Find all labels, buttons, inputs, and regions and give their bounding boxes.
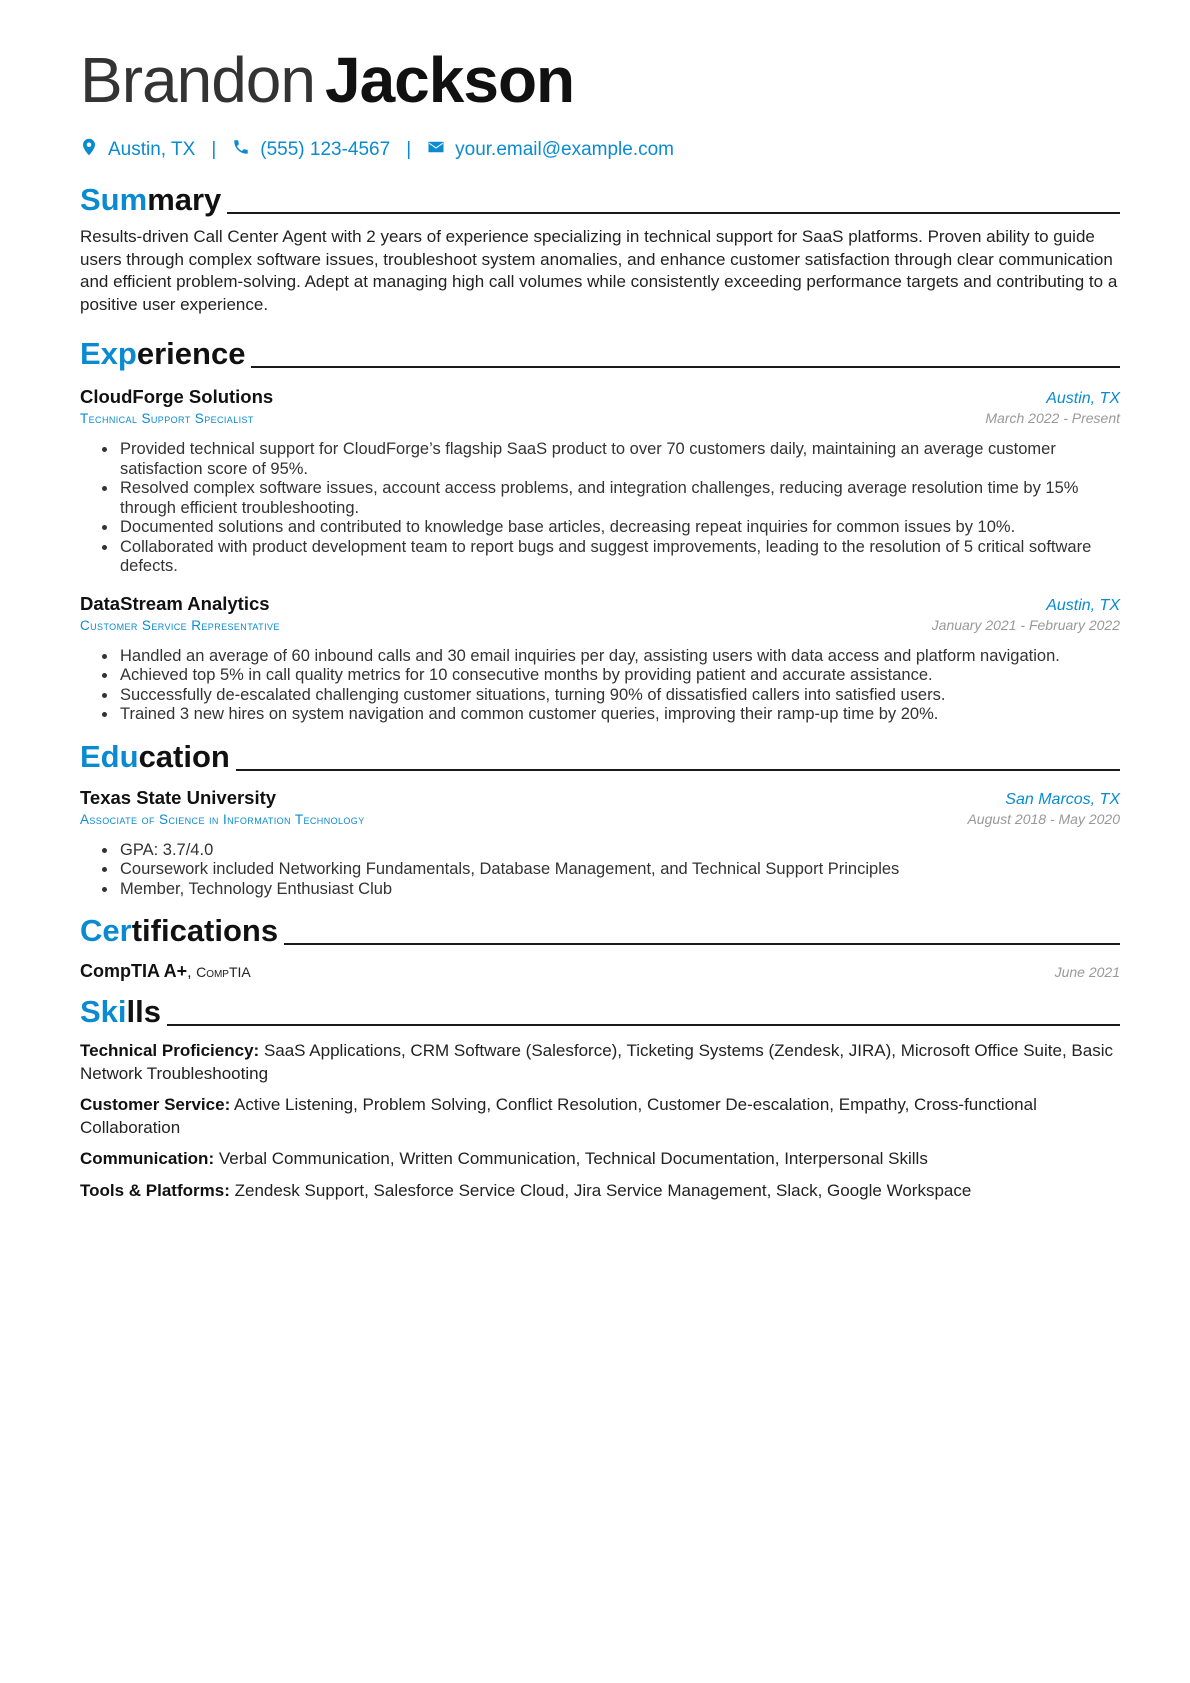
section-title	[80, 336, 245, 372]
phone-icon	[232, 138, 260, 162]
summary-heading	[80, 178, 1120, 218]
contact-phone[interactable]	[232, 138, 390, 162]
entry-header	[80, 386, 1120, 408]
school-name: Texas State University	[80, 786, 277, 808]
certification-name: CompTIA A+	[80, 961, 188, 981]
company-name: DataStream Analytics	[80, 592, 270, 614]
title-rest: lls	[126, 994, 161, 1029]
certification-date: June 2021	[1054, 964, 1120, 980]
section-title	[80, 913, 278, 949]
job-location: Austin, TX	[1046, 390, 1120, 407]
map-marker-icon	[80, 138, 108, 162]
section-rule	[236, 769, 1120, 771]
section-rule	[284, 943, 1120, 945]
certification-issuer: CompTIA	[196, 964, 251, 980]
candidate-name	[80, 40, 1120, 120]
section-title	[80, 182, 221, 218]
section-title	[80, 739, 230, 775]
envelope-icon	[427, 138, 455, 162]
list-item: • Provided technical support for CloudForge’s flagship SaaS product to over 70 customers daily, maintaining an average customer satisfaction score of 95%.	[118, 440, 1120, 479]
skill-values: Active Listening, Problem Solving, Conflict Resolution, Customer De-escalation, Empathy, Cross-functional Collaboration	[80, 1095, 1037, 1137]
contact-separator: |	[211, 139, 217, 160]
responsibility-list	[80, 440, 1120, 577]
skill-values: Verbal Communication, Written Communication, Technical Documentation, Interpersonal Skills	[218, 1149, 928, 1168]
experience-entry	[80, 386, 1120, 577]
skill-label: Tools & Platforms:	[80, 1180, 230, 1200]
entry-subheader	[80, 617, 1120, 633]
job-dates: January 2021 - February 2022	[931, 616, 1120, 633]
entry-subheader	[80, 811, 1120, 827]
list-item: • Handled an average of 60 inbound calls and 30 email inquiries per day, assisting users with data access and platform navigation.	[118, 647, 1120, 667]
certification-separator: ,	[187, 964, 192, 981]
list-item: • Member, Technology Enthusiast Club	[118, 880, 1120, 900]
education-heading	[80, 735, 1120, 775]
job-dates: March 2022 - Present	[985, 410, 1120, 426]
title-accent: Sum	[80, 182, 148, 217]
certifications-heading	[80, 909, 1120, 949]
job-title: Customer Service Representative	[80, 617, 280, 633]
list-item: • Coursework included Networking Fundamentals, Database Management, and Technical Support Principles	[118, 860, 1120, 880]
title-accent: Exp	[80, 336, 137, 371]
list-item: • Documented solutions and contributed to knowledge base articles, decreasing repeat inquiries for common issues by 10%.	[118, 518, 1120, 538]
experience-entry	[80, 593, 1120, 725]
section-rule	[251, 366, 1120, 368]
title-accent: Edu	[80, 738, 139, 774]
first-name: Brandon	[80, 44, 315, 116]
list-item: • Achieved top 5% in call quality metrics for 10 consecutive months by providing patient and accurate assistance.	[118, 666, 1120, 686]
title-rest: mary	[147, 182, 222, 217]
certification	[80, 961, 251, 982]
location-text: Austin, TX	[108, 139, 196, 160]
skill-label: Technical Proficiency:	[80, 1041, 260, 1060]
section-rule	[167, 1024, 1120, 1026]
skill-group	[80, 1148, 1120, 1171]
list-item: • Successfully de-escalated challenging customer situations, turning 90% of dissatisfied callers into satisfied users.	[118, 686, 1120, 706]
skill-values: SaaS Applications, CRM Software (Salesforce), Ticketing Systems (Zendesk, JIRA), Microsoft Office Suite, Basic Network Troubleshooting	[80, 1041, 1113, 1083]
entry-subheader	[80, 410, 1120, 426]
list-item: • GPA: 3.7/4.0	[118, 841, 1120, 861]
company-name: CloudForge Solutions	[80, 386, 274, 407]
section-title	[80, 994, 161, 1030]
contact-bar	[80, 136, 1120, 164]
skills-heading	[80, 990, 1120, 1030]
education-details	[80, 841, 1120, 900]
skill-group	[80, 1040, 1120, 1085]
skill-label: Communication:	[80, 1149, 215, 1168]
entry-header	[80, 593, 1120, 615]
job-title: Technical Support Specialist	[80, 411, 254, 426]
phone-text: (555) 123-4567	[260, 139, 391, 160]
entry-header	[80, 787, 1120, 809]
experience-heading	[80, 332, 1120, 372]
certification-entry	[80, 961, 1120, 982]
title-accent: Cer	[80, 913, 132, 948]
resume-page	[80, 40, 1120, 1202]
job-location: Austin, TX	[1046, 596, 1120, 614]
summary-text: Results-driven Call Center Agent with 2 years of experience specializing in technical support for SaaS platforms. Proven ability to guide users through complex software issues, troubleshoot system anomalies, and enhance customer satisfaction through clear communication and efficient problem-solving. Adept at managing high call volumes while consistently exceeding performance targets and contributing to a positive user experience.	[80, 227, 1118, 314]
skill-group	[80, 1094, 1120, 1139]
section-rule	[227, 212, 1120, 214]
list-item: • Collaborated with product development team to report bugs and suggest improvements, leading to the resolution of 5 critical software defects.	[118, 538, 1120, 577]
education-entry	[80, 787, 1120, 900]
list-item: • Resolved complex software issues, account access problems, and integration challenges, reducing average resolution time by 15% through efficient troubleshooting.	[118, 479, 1120, 518]
list-item: • Trained 3 new hires on system navigation and common customer queries, improving their ramp-up time by 20%.	[118, 705, 1120, 725]
title-rest: tifications	[131, 913, 279, 948]
title-rest: erience	[136, 336, 246, 371]
title-rest: cation	[138, 738, 230, 774]
skill-values: Zendesk Support, Salesforce Service Cloud, Jira Service Management, Slack, Google Workspace	[234, 1180, 972, 1200]
contact-separator: |	[406, 139, 412, 160]
last-name: Jackson	[324, 44, 575, 116]
skill-group	[80, 1180, 1120, 1203]
email-text: your.email@example.com	[455, 139, 674, 160]
education-dates: August 2018 - May 2020	[967, 810, 1120, 827]
contact-location	[80, 138, 195, 162]
skill-label: Customer Service:	[80, 1095, 231, 1114]
responsibility-list	[80, 647, 1120, 725]
title-accent: Ski	[80, 994, 127, 1029]
school-location: San Marcos, TX	[1005, 790, 1120, 808]
degree: Associate of Science in Information Technology	[80, 811, 365, 827]
contact-email[interactable]	[427, 138, 674, 162]
